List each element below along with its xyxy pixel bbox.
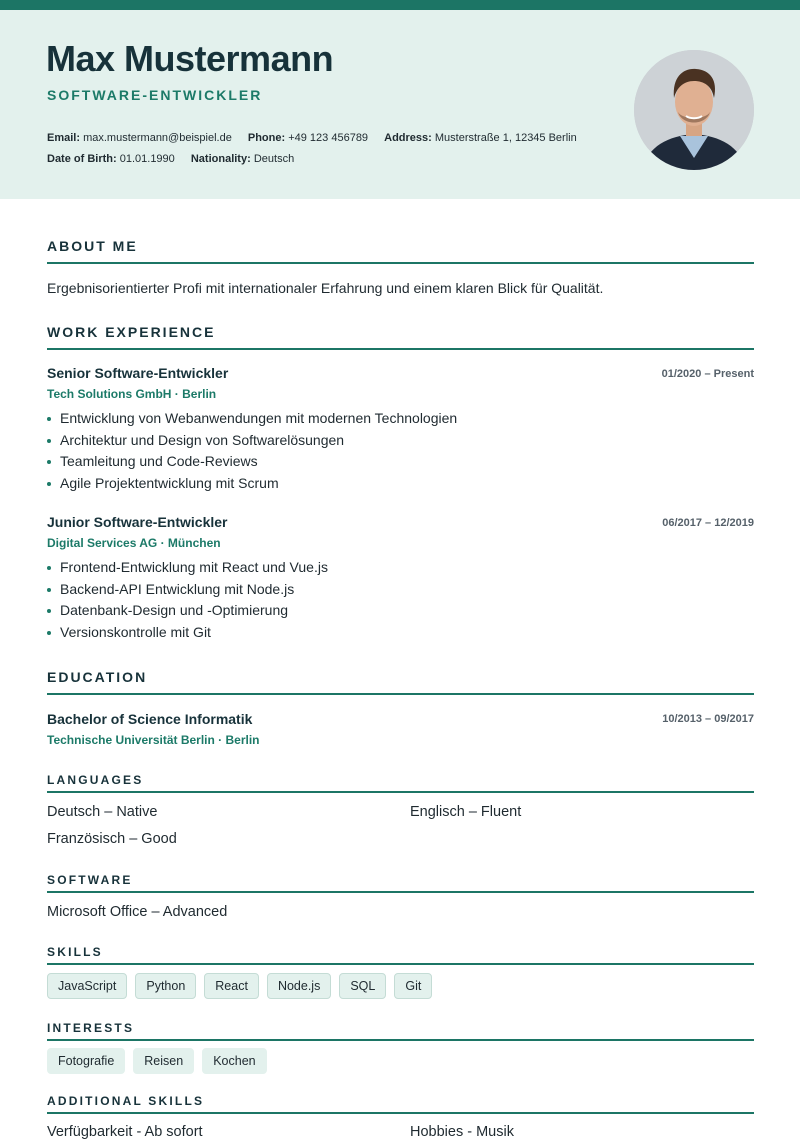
- interests-list: [47, 1048, 267, 1074]
- additional-skill-item: Hobbies - Musik: [410, 1124, 514, 1140]
- education-date: 10/2013 – 09/2017: [662, 713, 754, 725]
- job-date: 01/2020 – Present: [661, 368, 754, 380]
- job-company: Digital Services AG · München: [47, 536, 221, 550]
- section-rule: [47, 1112, 754, 1114]
- section-rule: [47, 262, 754, 264]
- language-item: Deutsch – Native: [47, 804, 158, 820]
- education-school: Technische Universität Berlin · Berlin: [47, 733, 260, 747]
- job-duty: Datenbank-Design und -Optimierung: [47, 600, 328, 622]
- job-duty: Agile Projektentwicklung mit Scrum: [47, 473, 457, 495]
- job-duties: [47, 408, 457, 495]
- section-heading-software: SOFTWARE: [47, 873, 133, 887]
- language-item: Englisch – Fluent: [410, 804, 522, 820]
- section-heading-additional-skills: ADDITIONAL SKILLS: [47, 1094, 205, 1108]
- job-duty: Entwicklung von Webanwendungen mit modernen Technologien: [47, 408, 457, 430]
- skill-tag: SQL: [339, 973, 386, 999]
- job-title: Senior Software-Entwickler: [47, 365, 229, 381]
- contact-address: Address: Musterstraße 1, 12345 Berlin: [384, 132, 577, 144]
- job-duty: Teamleitung und Code-Reviews: [47, 451, 457, 473]
- skill-tag: Node.js: [267, 973, 331, 999]
- job-company: Tech Solutions GmbH · Berlin: [47, 387, 217, 401]
- job-duty: Frontend-Entwicklung mit React und Vue.js: [47, 557, 328, 579]
- section-rule: [47, 963, 754, 965]
- contact-nationality: Nationality: Deutsch: [190, 153, 295, 165]
- additional-skill-item: Verfügbarkeit - Ab sofort: [47, 1124, 203, 1140]
- about-text: Ergebnisorientierter Profi mit internationaler Erfahrung und einem klaren Blick für Qualität.: [47, 280, 604, 296]
- candidate-name: Max Mustermann: [46, 38, 334, 79]
- contact-row-2: [47, 153, 307, 165]
- interest-tag: Reisen: [133, 1048, 194, 1074]
- interest-tag: Kochen: [202, 1048, 266, 1074]
- section-rule: [47, 791, 754, 793]
- job-duty: Versionskontrolle mit Git: [47, 622, 328, 644]
- contact-birthdate: Date of Birth: 01.01.1990: [47, 153, 175, 165]
- top-accent-bar: [0, 0, 800, 10]
- job-duties: [47, 557, 328, 644]
- interest-tag: Fotografie: [47, 1048, 125, 1074]
- job-title: Junior Software-Entwickler: [47, 514, 228, 530]
- job-duty: Backend-API Entwicklung mit Node.js: [47, 579, 328, 601]
- section-rule: [47, 348, 754, 350]
- section-heading-skills: SKILLS: [47, 945, 103, 959]
- section-heading-about: ABOUT ME: [47, 238, 138, 254]
- contact-email: Email: max.mustermann@beispiel.de: [47, 132, 232, 144]
- section-heading-interests: INTERESTS: [47, 1021, 135, 1035]
- profile-photo: [634, 50, 754, 170]
- candidate-title: SOFTWARE-ENTWICKLER: [47, 87, 263, 103]
- contact-row-1: [47, 132, 590, 144]
- language-item: Französisch – Good: [47, 831, 177, 847]
- skill-tag: React: [204, 973, 259, 999]
- job-duty: Architektur und Design von Softwarelösungen: [47, 430, 457, 452]
- section-heading-languages: LANGUAGES: [47, 773, 144, 787]
- skill-tag: JavaScript: [47, 973, 127, 999]
- section-rule: [47, 891, 754, 893]
- software-item: Microsoft Office – Advanced: [47, 904, 228, 920]
- skill-tag: Python: [135, 973, 196, 999]
- section-heading-work: WORK EXPERIENCE: [47, 324, 216, 340]
- section-heading-education: EDUCATION: [47, 669, 148, 685]
- contact-phone: Phone: +49 123 456789: [247, 132, 369, 144]
- skills-list: [47, 973, 432, 999]
- portrait-image: [634, 50, 754, 170]
- skill-tag: Git: [394, 973, 432, 999]
- degree-title: Bachelor of Science Informatik: [47, 711, 253, 727]
- section-rule: [47, 1039, 754, 1041]
- section-rule: [47, 693, 754, 695]
- job-date: 06/2017 – 12/2019: [662, 517, 754, 529]
